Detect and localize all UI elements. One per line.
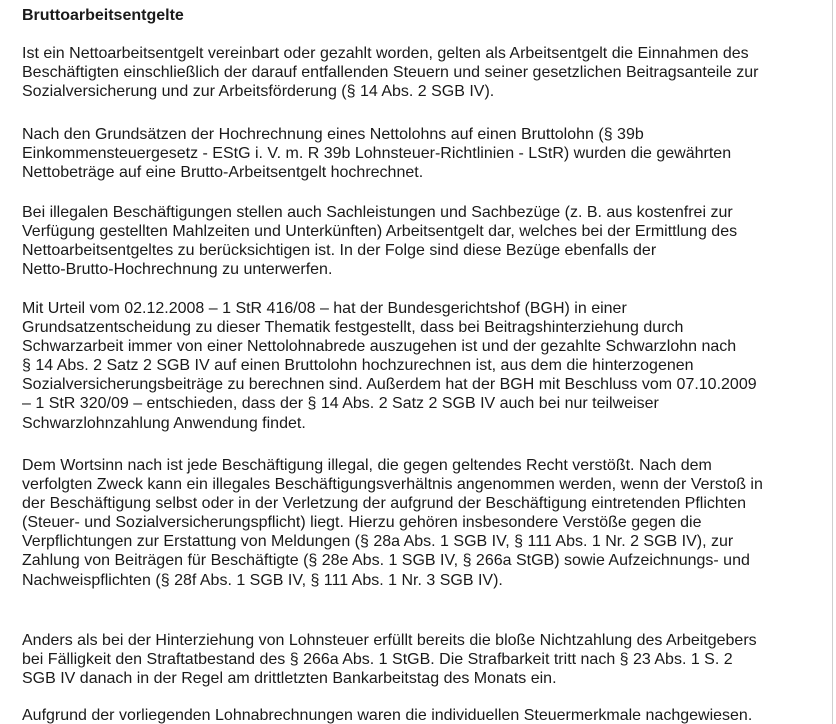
text-line: Nettoarbeitsentgeltes zu berücksichtigen ist. In der Folge sind diese Bezüge ebenfalls der	[22, 242, 657, 260]
paragraph-bgh-ruling	[22, 299, 757, 433]
text-line: Dem Wortsinn nach ist jede Beschäftigung illegal, die gegen geltendes Recht verstößt. Nach dem	[22, 457, 712, 474]
paragraph-net-wage-definition	[22, 44, 758, 101]
page-edge-divider	[832, 0, 833, 724]
text-line: SGB IV danach in der Regel am drittletzten Bankarbeitstag des Monats ein.	[22, 670, 557, 688]
text-line: verfolgten Zweck kann ein illegales Beschäftigungsverhältnis angenommen werden, wenn der Verstoß in	[22, 476, 763, 494]
text-line: Grundsatzentscheidung zu dieser Thematik festgestellt, dass bei Beitragshinterziehung durch	[22, 319, 684, 337]
text-line: (Steuer- und Sozialversicherungspflicht) liegt. Hierzu gehören insbesondere Verstöße gegen die	[22, 514, 702, 532]
text-line: Netto-Brutto-Hochrechnung zu unterwerfen.	[22, 261, 333, 279]
paragraph-benefits-in-kind	[22, 203, 737, 279]
text-line: Verfügung gestellten Mahlzeiten und Unterkünften) Arbeitsentgelt dar, welches bei der Ermittlung des	[22, 223, 738, 241]
text-line: Nachweispflichten (§ 28f Abs. 1 SGB IV, § 111 Abs. 1 Nr. 3 SGB IV).	[22, 571, 503, 589]
text-line: der Beschäftigung selbst oder in der Verletzung der aufgrund der Beschäftigung eintretenden Pflichten	[22, 495, 747, 513]
text-line: bei Fälligkeit den Straftatbestand des § 266a Abs. 1 StGB. Die Strafbarkeit tritt nach § 23 Abs. 1 S. 2	[22, 651, 733, 669]
text-line: Sozialversicherung und zur Arbeitsförderung (§ 14 Abs. 2 SGB IV).	[22, 83, 495, 101]
section-heading: Bruttoarbeitsentgelte	[22, 7, 184, 24]
text-line: Nettobeträge auf eine Brutto-Arbeitsentgelt hochrechnet.	[22, 164, 424, 182]
paragraph-tax-features	[22, 706, 752, 724]
paragraph-non-payment	[22, 631, 757, 688]
text-line: Schwarzarbeit immer von einer Nettolohnabrede auszugehen ist und der gezahlte Schwarzlohn nach	[22, 338, 737, 356]
paragraph-extrapolation-principles	[22, 125, 731, 182]
text-line: – 1 StR 320/09 – entschieden, dass der § 14 Abs. 2 Satz 2 SGB IV auch bei nur teilweiser	[22, 395, 659, 413]
text-line: Aufgrund der vorliegenden Lohnabrechnungen waren die individuellen Steuermerkmale nachgewiesen.	[22, 707, 753, 724]
paragraph-illegal-employment	[22, 456, 763, 590]
text-line: Nach den Grundsätzen der Hochrechnung eines Nettolohns auf einen Bruttolohn (§ 39b	[22, 126, 644, 143]
text-line: Zahlung von Beiträgen für Beschäftigte (§ 28e Abs. 1 SGB IV, § 266a StGB) sowie Aufzeichnungs- und	[22, 552, 750, 570]
text-line: Einkommensteuergesetz - EStG i. V. m. R 39b Lohnsteuer-Richtlinien - LStR) wurden die gewährten	[22, 145, 732, 163]
text-line: Anders als bei der Hinterziehung von Lohnsteuer erfüllt bereits die bloße Nichtzahlung des Arbeitgebers	[22, 632, 757, 649]
text-line: § 14 Abs. 2 Satz 2 SGB IV auf einen Bruttolohn hochzurechnen ist, aus dem die hinterzogenen	[22, 357, 694, 375]
text-line: Schwarzlohnzahlung Anwendung findet.	[22, 414, 306, 432]
text-line: Verpflichtungen zur Erstattung von Meldungen (§ 28a Abs. 1 SGB IV, § 111 Abs. 1 Nr. 2 SGB IV), zur	[22, 533, 734, 551]
text-line: Bei illegalen Beschäftigungen stellen auch Sachleistungen und Sachbezüge (z. B. aus kostenfrei zur	[22, 204, 733, 221]
text-line: Mit Urteil vom 02.12.2008 – 1 StR 416/08 – hat der Bundesgerichtshof (BGH) in einer	[22, 300, 627, 317]
text-line: Sozialversicherungsbeiträge zu berechnen sind. Außerdem hat der BGH mit Beschluss vom 07.10.2009	[22, 376, 757, 394]
text-line: Beschäftigten einschließlich der darauf entfallenden Steuern und seiner gesetzlichen Beitragsanteile zur	[22, 64, 759, 82]
text-line: Ist ein Nettoarbeitsentgelt vereinbart oder gezahlt worden, gelten als Arbeitsentgelt die Einnahmen des	[22, 45, 749, 62]
